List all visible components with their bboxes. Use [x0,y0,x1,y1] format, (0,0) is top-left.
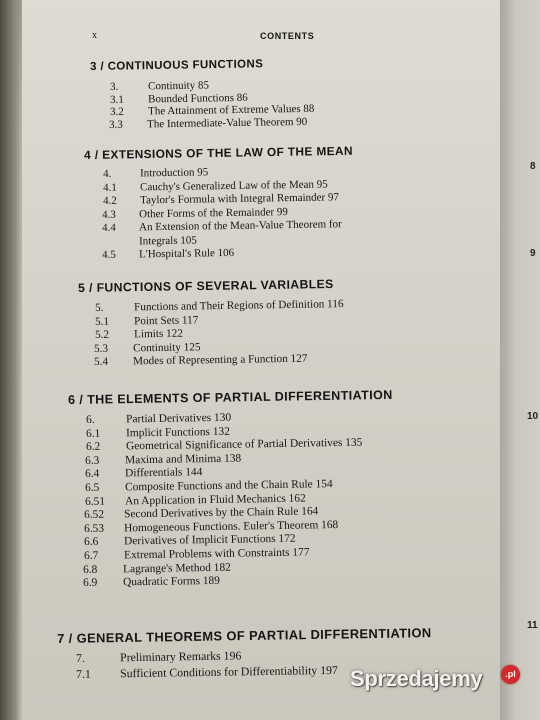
section-title: Composite Functions and the Chain Rule 154 [124,478,333,494]
watermark-badge: .pl [501,665,520,684]
section-title: Continuity 85 [147,79,209,93]
section-number: 3. [110,80,119,93]
book-spine-shadow [0,0,22,720]
section-title: Second Derivatives by the Chain Rule 164 [124,505,319,521]
section-number: 5. [95,301,104,314]
section-number: 6.3 [85,454,100,467]
section-number: 6.4 [85,468,100,481]
section-number: 5.1 [94,315,109,328]
section-title: The Attainment of Extreme Values 88 [147,102,314,118]
section-number: 6.7 [83,549,98,562]
section-title: Geometrical Significance of Partial Derivatives 135 [125,436,362,453]
chapter-heading: 4 / EXTENSIONS OF THE LAW OF THE MEAN [84,143,353,162]
section-number: 4.4 [102,221,116,234]
facing-page-number: 11 [527,620,538,631]
section-title: Lagrange's Method 182 [123,561,232,575]
section-title: Point Sets 117 [133,313,199,327]
section-number: 6.6 [83,536,99,549]
running-header: CONTENTS [260,31,315,41]
section-number: 3.2 [109,105,124,118]
section-number: 3.1 [109,93,124,106]
section-title: Limits 122 [133,327,183,341]
section-title: Maxima and Minima 138 [125,452,242,467]
section-title: Partial Derivatives 130 [125,411,232,426]
section-title: Implicit Functions 132 [125,425,230,439]
section-title: An Application in Fluid Mechanics 162 [124,492,306,507]
section-title: Other Forms of the Remainder 99 [139,205,289,220]
section-title: The Intermediate-Value Theorem 90 [147,115,308,130]
section-title: Homogeneous Functions. Euler's Theorem 168 [123,518,339,535]
section-number: 4.3 [102,208,117,221]
section-number: 4.2 [102,194,117,207]
section-title: Continuity 125 [133,340,201,354]
section-title: Introduction 95 [139,166,209,180]
section-number: 4.5 [101,248,116,261]
section-title: Sufficient Conditions for Differentiability 197 [119,662,338,681]
facing-page-number: 8 [530,161,536,172]
facing-page-number: 9 [530,248,536,259]
section-title: Modes of Representing a Function 127 [132,352,308,368]
section-number: 7.1 [75,666,91,681]
page-number: x [92,30,97,41]
section-number: 4.1 [102,181,117,194]
section-number: 6.53 [84,522,105,535]
section-title: Differentials 144 [124,466,203,480]
section-title: Bounded Functions 86 [147,91,248,105]
facing-page-number: 10 [527,411,539,422]
chapter-heading: 6 / THE ELEMENTS OF PARTIAL DIFFERENTIATION [68,387,393,407]
section-number: 6.5 [84,481,100,494]
section-number: 6.8 [83,563,98,576]
section-number: 3.3 [109,118,124,131]
section-title: An Extension of the Mean-Value Theorem for [138,218,342,234]
section-number: 5.2 [94,328,109,341]
section-title: Integrals 105 [138,234,197,247]
section-title: Functions and Their Regions of Definition 116 [133,298,344,314]
section-title: L'Hospital's Rule 106 [138,246,234,261]
section-number: 5.3 [94,342,109,355]
section-title: Extremal Problems with Constraints 177 [123,546,310,562]
section-title: Cauchy's Generalized Law of the Mean 95 [139,177,328,193]
chapter-heading: 5 / FUNCTIONS OF SEVERAL VARIABLES [78,276,334,295]
section-title: Taylor's Formula with Integral Remainder 97 [139,191,339,207]
chapter-heading: 3 / CONTINUOUS FUNCTIONS [90,58,264,73]
section-number: 7. [76,650,86,665]
section-title: Derivatives of Implicit Functions 172 [123,533,296,548]
watermark-text: Sprzedajemy [350,666,483,691]
section-number: 6.9 [83,576,98,590]
section-number: 6.52 [84,508,105,522]
section-title: Preliminary Remarks 196 [119,648,242,665]
section-number: 6.51 [84,495,105,508]
section-number: 5.4 [94,355,109,368]
section-number: 4. [103,167,112,180]
section-title: Quadratic Forms 189 [122,575,220,589]
facing-page-edge [500,0,540,720]
section-number: 6. [86,413,95,426]
section-number: 6.2 [85,440,100,454]
chapter-heading: 7 / GENERAL THEOREMS OF PARTIAL DIFFERENTIATION [57,625,432,646]
section-number: 6.1 [85,427,101,440]
